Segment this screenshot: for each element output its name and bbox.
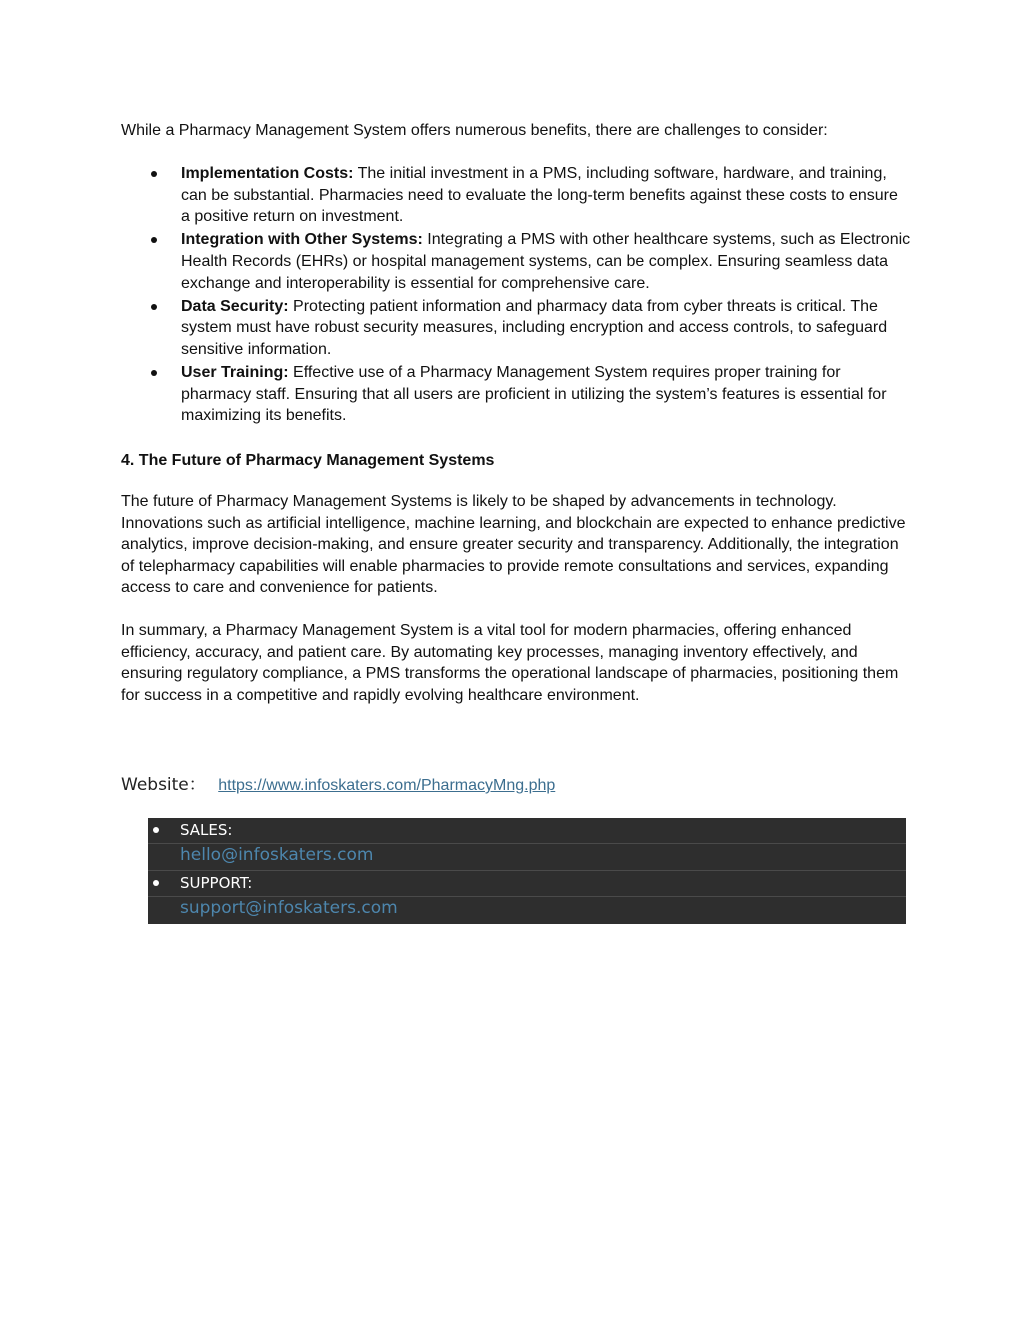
website-link[interactable]: https://www.infoskaters.com/PharmacyMng.php — [218, 777, 556, 794]
sales-label: SALES: — [180, 821, 233, 839]
list-item — [121, 296, 911, 361]
challenge-text: Protecting patient information and pharmacy data from cyber threats is critical. The system must have robust security measures, including encryption and access controls, to safeguard sensitive information. — [181, 297, 888, 358]
section-heading: 4. The Future of Pharmacy Management Systems — [121, 452, 495, 469]
challenge-text: Integrating a PMS with other healthcare systems, such as Electronic Health Records (EHRs) or hospital management systems, can be complex. Ensuring seamless data exchange and interoperability is essential for comprehensive care. — [181, 231, 911, 292]
summary-paragraph: In summary, a Pharmacy Management System is a vital tool for modern pharmacies, offering enhanced efficiency, accuracy, and patient care. By automating key processes, managing inventory effectively, and ensuring regulatory compliance, a PMS transforms the operational landscape of pharmacies, positioning them for success in a competitive and rapidly evolving healthcare environment. — [121, 622, 899, 704]
challenge-text: Effective use of a Pharmacy Management System requires proper training for pharmacy staff. Ensuring that all users are proficient in utilizing the system’s features is essential for maximizing its benefits. — [181, 364, 887, 425]
sales-email-row — [148, 844, 906, 871]
challenge-text: The initial investment in a PMS, including software, hardware, and training, can be substantial. Pharmacies need to evaluate the long-term benefits against these costs to ensure a positive return on investment. — [181, 165, 898, 226]
website-row — [121, 770, 555, 794]
list-item — [121, 362, 911, 427]
bullet-icon — [151, 304, 157, 310]
bullet-icon — [151, 237, 157, 243]
website-label: Website： — [121, 775, 206, 795]
contact-table — [148, 818, 906, 924]
support-label-row — [148, 871, 906, 897]
challenges-list — [121, 163, 911, 429]
support-label: SUPPORT: — [180, 874, 253, 892]
future-paragraph: The future of Pharmacy Management Systems is likely to be shaped by advancements in technology. Innovations such as artificial intelligence, machine learning, and blockchain are expected to enhance predictive analytics, improve decision-making, and ensure greater security and transparency. Additionally, the integration of telepharmacy capabilities will enable pharmacies to provide remote consultations and services, expanding access to care and convenience for patients. — [121, 493, 906, 597]
intro-paragraph: While a Pharmacy Management System offers numerous benefits, there are challenges to consider: — [121, 122, 828, 139]
challenge-title: Data Security: — [181, 297, 289, 315]
challenge-title: Implementation Costs: — [181, 165, 354, 182]
sales-label-row — [148, 818, 906, 844]
support-email-row — [148, 897, 906, 924]
bullet-icon — [153, 880, 159, 886]
support-email-link[interactable]: support@infoskaters.com — [180, 898, 398, 918]
challenge-title: Integration with Other Systems: — [181, 231, 423, 249]
bullet-icon — [151, 171, 157, 177]
challenge-title: User Training: — [181, 364, 289, 382]
bullet-icon — [151, 370, 157, 376]
list-item — [121, 163, 911, 228]
bullet-icon — [153, 827, 159, 833]
sales-email-link[interactable]: hello@infoskaters.com — [180, 845, 374, 865]
list-item — [121, 229, 911, 294]
